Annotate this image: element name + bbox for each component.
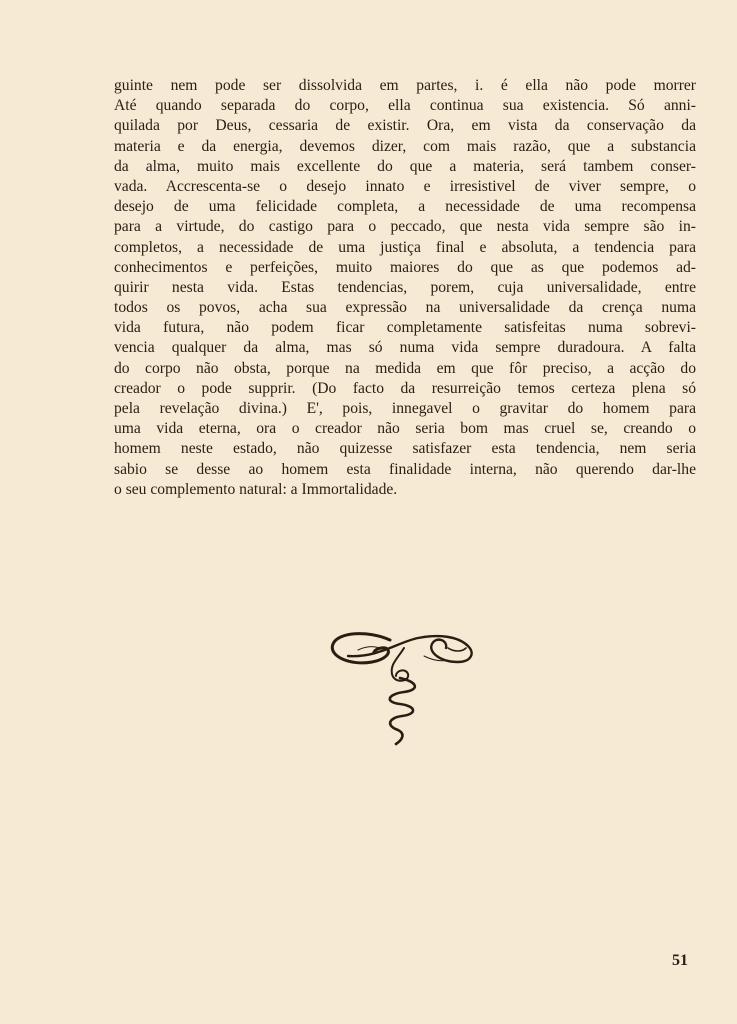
- text-line: sabio se desse ao homem esta finalidade interna, não querendo dar-lhe: [114, 460, 696, 478]
- page-number: 51: [672, 952, 688, 969]
- text-line: materia e da energia, devemos dizer, com mais razão, que a substancia: [114, 137, 696, 155]
- text-line: completos, a necessidade de uma justiça final e absoluta, a tendencia para: [114, 238, 696, 256]
- text-line: uma vida eterna, ora o creador não seria bom mas cruel se, creando o: [114, 420, 696, 438]
- text-line: vada. Accrescenta-se o desejo innato e irresistivel de viver sempre, o: [114, 177, 696, 195]
- text-line: desejo de uma felicidade completa, a necessidade de uma recompensa: [114, 198, 696, 216]
- text-line: conhecimentos e perfeições, muito maiores do que as que podemos ad-: [114, 258, 696, 276]
- text-line: quirir nesta vida. Estas tendencias, porem, cuja universalidade, entre: [114, 278, 696, 296]
- text-line: todos os povos, acha sua expressão na universalidade da crença numa: [114, 299, 696, 317]
- body-paragraph: [114, 76, 696, 500]
- text-line: quilada por Deus, cessaria de existir. Ora, em vista da conservação da: [114, 117, 696, 135]
- text-line: do corpo não obsta, porque na medida em que fôr preciso, a acção do: [114, 359, 696, 377]
- text-line: guinte nem pode ser dissolvida em partes, i. é ella não pode morrer: [114, 77, 696, 94]
- text-line: vida futura, não podem ficar completamente satisfeitas numa sobrevi-: [114, 319, 696, 337]
- text-line: creador o pode supprir. (Do facto da resurreição temos certeza plena só: [114, 379, 696, 397]
- text-line: para a virtude, do castigo para o peccado, que nesta vida sempre são in-: [114, 218, 696, 236]
- text-line: da alma, muito mais excellente do que a materia, será tambem conser-: [114, 157, 696, 175]
- text-line: homem neste estado, não quizesse satisfazer esta tendencia, nem seria: [114, 440, 696, 458]
- text-line: Até quando separada do corpo, ella continua sua existencia. Só anni-: [114, 97, 696, 115]
- text-line: o seu complemento natural: a Immortalidade.: [114, 480, 398, 498]
- calligraphic-flourish-icon: [328, 628, 480, 746]
- text-line: vencia qualquer da alma, mas só numa vida sempre duradoura. A falta: [114, 339, 696, 357]
- text-line: pela revelação divina.) E', pois, innegavel o gravitar do homem para: [114, 400, 696, 417]
